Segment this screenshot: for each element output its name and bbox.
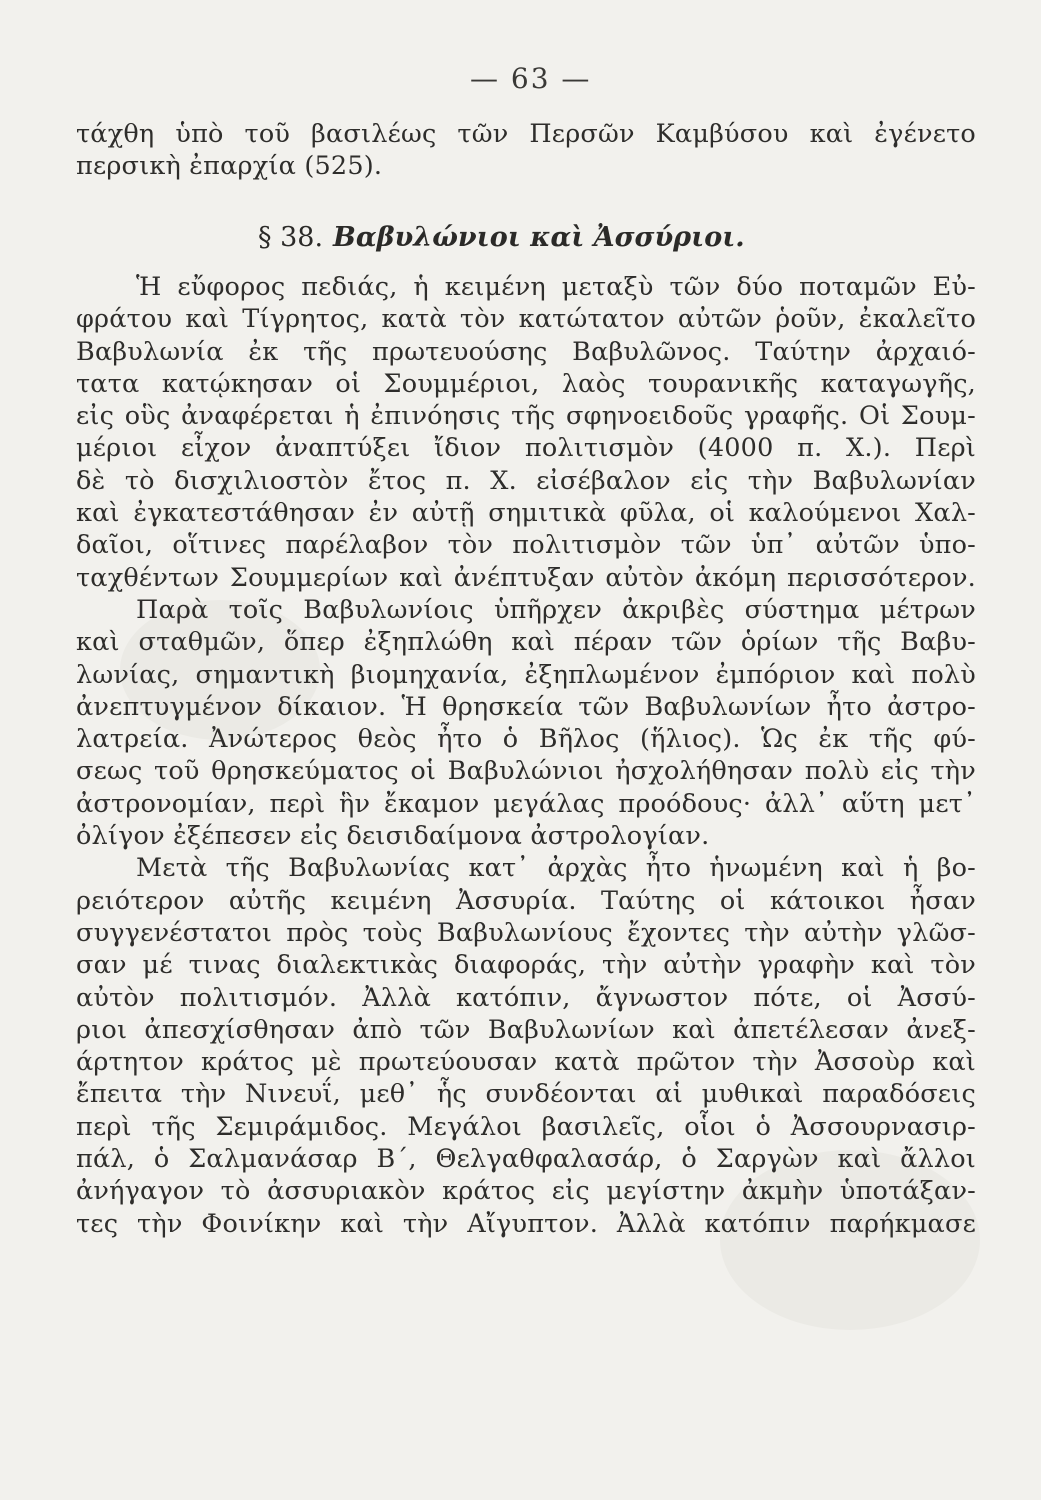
text-line: ἀνήγαγον τὸ ἀσσυριακὸν κράτος εἰς μεγίστην ἀκμὴν ὑποτάξαν- [76, 1176, 976, 1207]
text-line: δὲ τὸ δισχιλιοστὸν ἔτος π. Χ. εἰσέβαλον εἰς τὴν Βαβυλωνίαν [76, 465, 976, 496]
text-line: τατα κατῴκησαν οἱ Σουμμέριοι, λαὸς τουρανικῆς καταγωγῆς, [76, 368, 976, 399]
text-line: τάχθη ὑπὸ τοῦ βασιλέως τῶν Περσῶν Καμβύσου καὶ ἐγένετο [76, 119, 976, 149]
text-line: ταχθέντων Σουμμερίων καὶ ἀνέπτυξαν αὐτὸν ἀκόμη περισσότερον. [76, 562, 976, 593]
text-line: λατρεία. Ἀνώτερος θεὸς ἦτο ὁ Βῆλος (ἥλιος). Ὡς ἐκ τῆς φύ- [76, 724, 976, 755]
section-number: § 38. [258, 222, 324, 253]
section-title: Βαβυλώνιοι καὶ Ἀσσύριοι. [333, 222, 745, 253]
text-line: λωνίας, σημαντικὴ βιομηχανία, ἐξηπλωμένον ἐμπόριον καὶ πολὺ [76, 659, 976, 690]
text-line: Βαβυλωνία ἐκ τῆς πρωτευούσης Βαβυλῶνος. Ταύτην ἀρχαιό- [76, 336, 976, 367]
text-line: πάλ, ὁ Σαλμανάσαρ Β´, Θελγαθφαλασάρ, ὁ Σαργὼν καὶ ἄλλοι [76, 1144, 976, 1175]
text-line: σεως τοῦ θρησκεύματος οἱ Βαβυλώνιοι ἠσχολήθησαν πολὺ εἰς τὴν [76, 756, 976, 787]
text-line: φράτου καὶ Τίγρητος, κατὰ τὸν κατώτατον αὐτῶν ῥοῦν, ἐκαλεῖτο [76, 304, 976, 335]
text-line: ἀστρονομίαν, περὶ ἣν ἔκαμον μεγάλας προόδους· ἀλλ᾽ αὕτη μετ᾽ [76, 788, 976, 819]
text-line: καὶ ἐγκατεστάθησαν ἐν αὐτῇ σημιτικὰ φῦλα, οἱ καλούμενοι Χαλ- [76, 498, 976, 529]
text-line: συγγενέστατοι πρὸς τοὺς Βαβυλωνίους ἔχοντες τὴν αὐτὴν γλῶσ- [76, 917, 976, 948]
text-line: δαῖοι, οἵτινες παρέλαβον τὸν πολιτισμὸν τῶν ὑπ᾽ αὐτῶν ὑπο- [76, 530, 976, 561]
section-heading [258, 222, 745, 253]
paragraph-3 [76, 852, 976, 1240]
text-line: μέριοι εἶχον ἀναπτύξει ἴδιον πολιτισμὸν (4000 π. Χ.). Περὶ [76, 433, 976, 464]
text-line: ἀνεπτυγμένον δίκαιον. Ἡ θρησκεία τῶν Βαβυλωνίων ἦτο ἀστρο- [76, 691, 976, 722]
text-line: Παρὰ τοῖς Βαβυλωνίοις ὑπῆρχεν ἀκριβὲς σύστημα μέτρων [136, 594, 976, 625]
text-line: καὶ σταθμῶν, ὅπερ ἐξηπλώθη καὶ πέραν τῶν ὁρίων τῆς Βαβυ- [76, 627, 976, 658]
body-text [76, 271, 976, 1240]
text-line: αὐτὸν πολιτισμόν. Ἀλλὰ κατόπιν, ἄγνωστον πότε, οἱ Ἀσσύ- [76, 982, 976, 1013]
paragraph-1 [76, 271, 976, 594]
page-number: — 63 — [470, 62, 592, 95]
intro-text [76, 118, 976, 183]
text-line: σαν μέ τινας διαλεκτικὰς διαφοράς, τὴν αὐτὴν γραφὴν καὶ τὸν [76, 950, 976, 981]
text-line: περὶ τῆς Σεμιράμιδος. Μεγάλοι βασιλεῖς, οἷοι ὁ Ἀσσουρνασιρ- [76, 1111, 976, 1142]
text-line: ριοι ἀπεσχίσθησαν ἀπὸ τῶν Βαβυλωνίων καὶ ἀπετέλεσαν ἀνεξ- [76, 1014, 976, 1045]
text-line: ἔπειτα τὴν Νινευΐ, μεθ᾽ ἧς συνδέονται αἱ μυθικαὶ παραδόσεις [76, 1079, 976, 1110]
text-line: Μετὰ τῆς Βαβυλωνίας κατ᾽ ἀρχὰς ἦτο ἡνωμένη καὶ ἡ βο- [136, 853, 976, 884]
text-line: ὀλίγον ἐξέπεσεν εἰς δεισιδαίμονα ἀστρολογίαν. [76, 821, 710, 852]
text-line: ρειότερον αὐτῆς κειμένη Ἀσσυρία. Ταύτης οἱ κάτοικοι ἦσαν [76, 885, 976, 916]
paragraph-2 [76, 594, 976, 852]
text-line: τες τὴν Φοινίκην καὶ τὴν Αἴγυπτον. Ἀλλὰ κατόπιν παρήκμασε [76, 1208, 976, 1239]
text-line: περσικὴ ἐπαρχία (525). [76, 151, 383, 182]
text-line: άρτητον κράτος μὲ πρωτεύουσαν κατὰ πρῶτον τὴν Ἀσσοὺρ καὶ [76, 1047, 976, 1078]
text-line: Ἡ εὔφορος πεδιάς, ἡ κειμένη μεταξὺ τῶν δύο ποταμῶν Εὐ- [136, 272, 976, 302]
text-line: εἰς οὓς ἀναφέρεται ἡ ἐπινόησις τῆς σφηνοειδοῦς γραφῆς. Οἱ Σουμ- [76, 401, 976, 432]
